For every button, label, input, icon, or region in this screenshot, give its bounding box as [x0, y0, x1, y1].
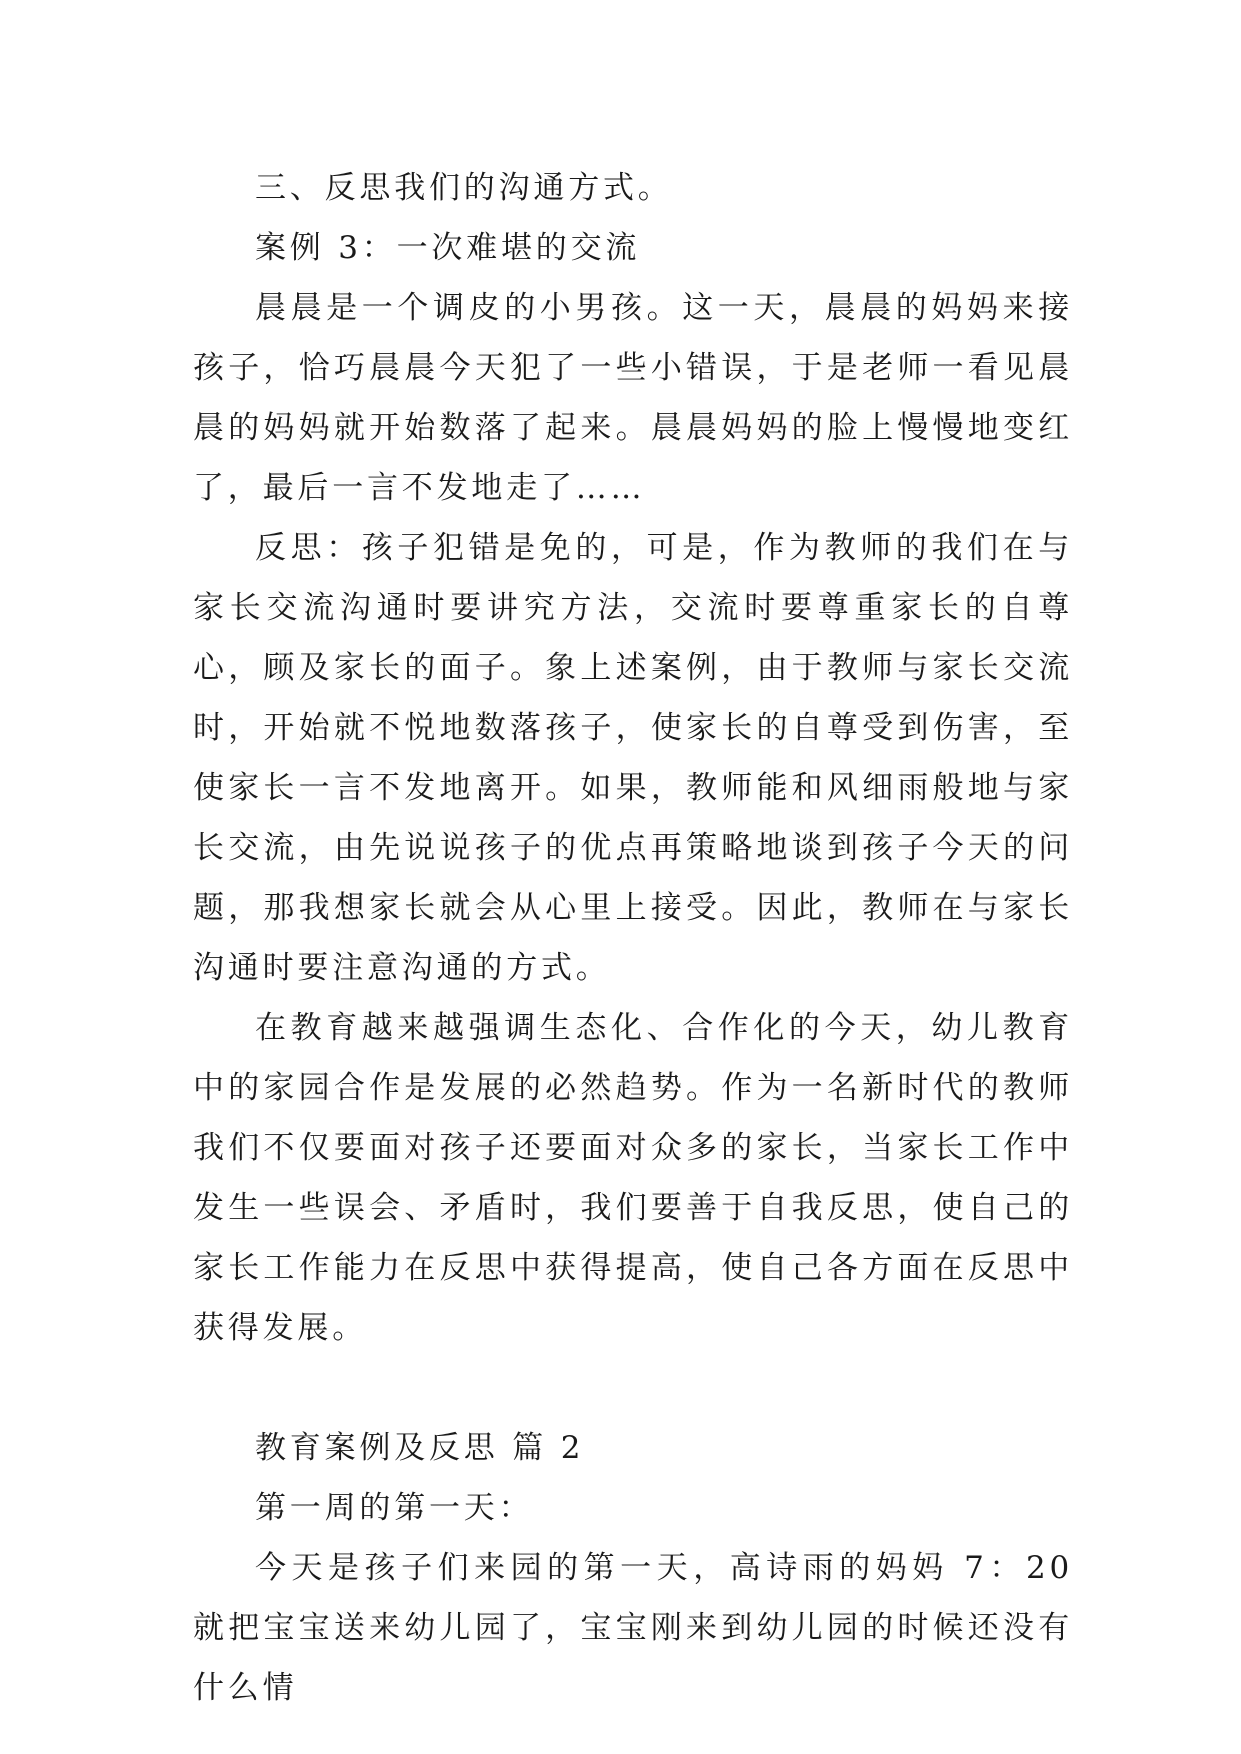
case-title: 案例 3：一次难堪的交流 — [255, 230, 641, 266]
part-title: 教育案例及反思 篇 2 — [255, 1430, 585, 1466]
section-heading: 三、反思我们的沟通方式。 — [255, 170, 673, 206]
part-paragraph: 今天是孩子们来园的第一天，高诗雨的妈妈 7：20 就把宝宝送来幼儿园了，宝宝刚来到幼儿园的时候还没有什么情 — [193, 1550, 1073, 1706]
document-body — [193, 158, 1073, 1718]
case-paragraph: 晨晨是一个调皮的小男孩。这一天，晨晨的妈妈来接孩子，恰巧晨晨今天犯了一些小错误，于是老师一看见晨晨的妈妈就开始数落了起来。晨晨妈妈的脸上慢慢地变红了，最后一言不发地走了…… — [193, 290, 1073, 506]
part-subtitle: 第一周的第一天： — [255, 1490, 534, 1526]
reflection-paragraph: 反思：孩子犯错是免的，可是，作为教师的我们在与家长交流沟通时要讲究方法，交流时要尊重家长的自尊心，顾及家长的面子。象上述案例，由于教师与家长交流时，开始就不悦地数落孩子，使家长的自尊受到伤害，至使家长一言不发地离开。如果，教师能和风细雨般地与家长交流，由先说说孩子的优点再策略地谈到孩子今天的问题，那我想家长就会从心里上接受。因此，教师在与家长沟通时要注意沟通的方式。 — [193, 530, 1073, 986]
conclusion-paragraph: 在教育越来越强调生态化、合作化的今天，幼儿教育中的家园合作是发展的必然趋势。作为一名新时代的教师我们不仅要面对孩子还要面对众多的家长，当家长工作中发生一些误会、矛盾时，我们要善于自我反思，使自己的家长工作能力在反思中获得提高，使自己各方面在反思中获得发展。 — [193, 1010, 1073, 1346]
